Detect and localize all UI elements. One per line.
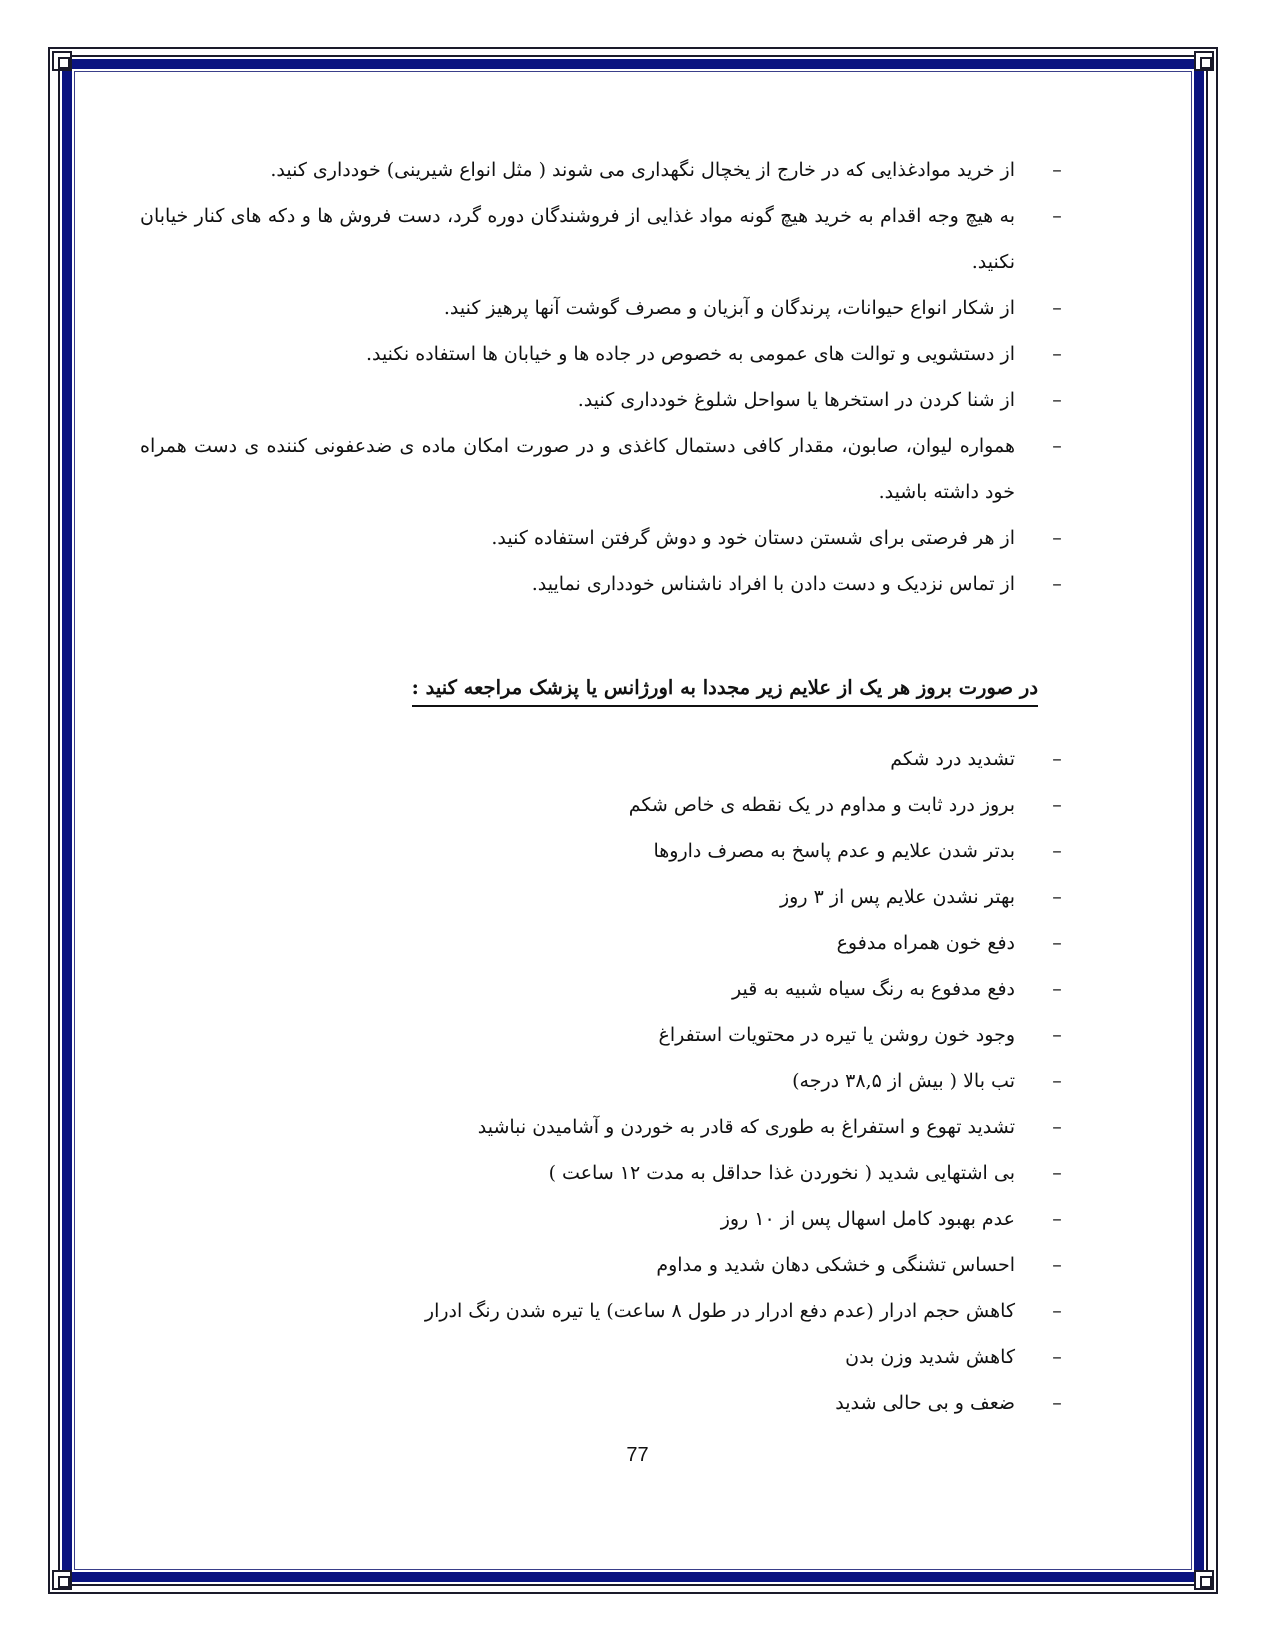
bullet-dash: – (1052, 1208, 1062, 1230)
bullet-dash: – (1052, 748, 1062, 770)
list-item: – وجود خون روشن یا تیره در محتویات استفراغ (140, 1012, 1100, 1058)
symptoms-list (140, 736, 1100, 1426)
border-corner-bottom-right (1194, 1570, 1214, 1590)
list-item: – از شنا کردن در استخرها یا سواحل شلوغ خودداری کنید. (140, 377, 1100, 423)
list-item: – از تماس نزدیک و دست دادن با افراد ناشناس خودداری نمایید. (140, 561, 1100, 607)
list-item: – بدتر شدن علایم و عدم پاسخ به مصرف داروها (140, 828, 1100, 874)
bullet-dash: – (1052, 978, 1062, 1000)
list-item: – تشدید تهوع و استفراغ به طوری که قادر به خوردن و آشامیدن نباشید (140, 1104, 1100, 1150)
list-item: – بروز درد ثابت و مداوم در یک نقطه ی خاص شکم (140, 782, 1100, 828)
bullet-dash: – (1052, 389, 1062, 411)
list-item: – احساس تشنگی و خشکی دهان شدید و مداوم (140, 1242, 1100, 1288)
page-number: 77 (626, 1444, 649, 1466)
list-item: – همواره لیوان، صابون، مقدار کافی دستمال کاغذی و در صورت امکان ماده ی ضدعفونی کننده ی دست همراه خود داشته باشید. (140, 423, 1100, 515)
list-item: – ضعف و بی حالی شدید (140, 1380, 1100, 1426)
bullet-dash: – (1052, 297, 1062, 319)
bullet-dash: – (1052, 343, 1062, 365)
bullet-dash: – (1052, 1116, 1062, 1138)
list-item: – تب بالا ( بیش از ۳۸,۵ درجه) (140, 1058, 1100, 1104)
border-corner-bottom-left (52, 1570, 72, 1590)
border-corner-top-right (1194, 51, 1214, 71)
bullet-dash: – (1052, 886, 1062, 908)
precautions-list (140, 147, 1100, 607)
bullet-dash: – (1052, 1070, 1062, 1092)
bullet-dash: – (1052, 205, 1062, 227)
list-item: – کاهش شدید وزن بدن (140, 1334, 1100, 1380)
bullet-dash: – (1052, 932, 1062, 954)
list-item: – به هیچ وجه اقدام به خرید هیچ گونه مواد غذایی از فروشندگان دوره گرد، دست فروش ها و دکه های کنار خیابان نکنید. (140, 193, 1100, 285)
page-content (140, 0, 1100, 1650)
list-item: – از خرید موادغذایی که در خارج از یخچال نگهداری می شوند ( مثل انواع شیرینی) خودداری کنید. (140, 147, 1100, 193)
bullet-dash: – (1052, 1346, 1062, 1368)
list-item: – بهتر نشدن علایم پس از ۳ روز (140, 874, 1100, 920)
border-corner-top-left (52, 51, 72, 71)
list-item: – کاهش حجم ادرار (عدم دفع ادرار در طول ۸ ساعت) یا تیره شدن رنگ ادرار (140, 1288, 1100, 1334)
bullet-dash: – (1052, 1162, 1062, 1184)
bullet-dash: – (1052, 794, 1062, 816)
bullet-dash: – (1052, 1300, 1062, 1322)
bullet-dash: – (1052, 1254, 1062, 1276)
bullet-dash: – (1052, 1024, 1062, 1046)
list-item: – عدم بهبود کامل اسهال پس از ۱۰ روز (140, 1196, 1100, 1242)
section-heading: در صورت بروز هر یک از علایم زیر مجددا به اورژانس یا پزشک مراجعه کنید : (412, 676, 1038, 707)
bullet-dash: – (1052, 573, 1062, 595)
list-item: – دفع خون همراه مدفوع (140, 920, 1100, 966)
list-item: – از هر فرصتی برای شستن دستان خود و دوش گرفتن استفاده کنید. (140, 515, 1100, 561)
list-item: – از شکار انواع حیوانات، پرندگان و آبزیان و مصرف گوشت آنها پرهیز کنید. (140, 285, 1100, 331)
list-item: – از دستشویی و توالت های عمومی به خصوص در جاده ها و خیابان ها استفاده نکنید. (140, 331, 1100, 377)
bullet-dash: – (1052, 527, 1062, 549)
bullet-dash: – (1052, 840, 1062, 862)
list-item: – دفع مدفوع به رنگ سیاه شبیه به قیر (140, 966, 1100, 1012)
bullet-dash: – (1052, 1392, 1062, 1414)
list-item: – تشدید درد شکم (140, 736, 1100, 782)
list-item: – بی اشتهایی شدید ( نخوردن غذا حداقل به مدت ۱۲ ساعت ) (140, 1150, 1100, 1196)
bullet-dash: – (1052, 435, 1062, 457)
bullet-dash: – (1052, 159, 1062, 181)
